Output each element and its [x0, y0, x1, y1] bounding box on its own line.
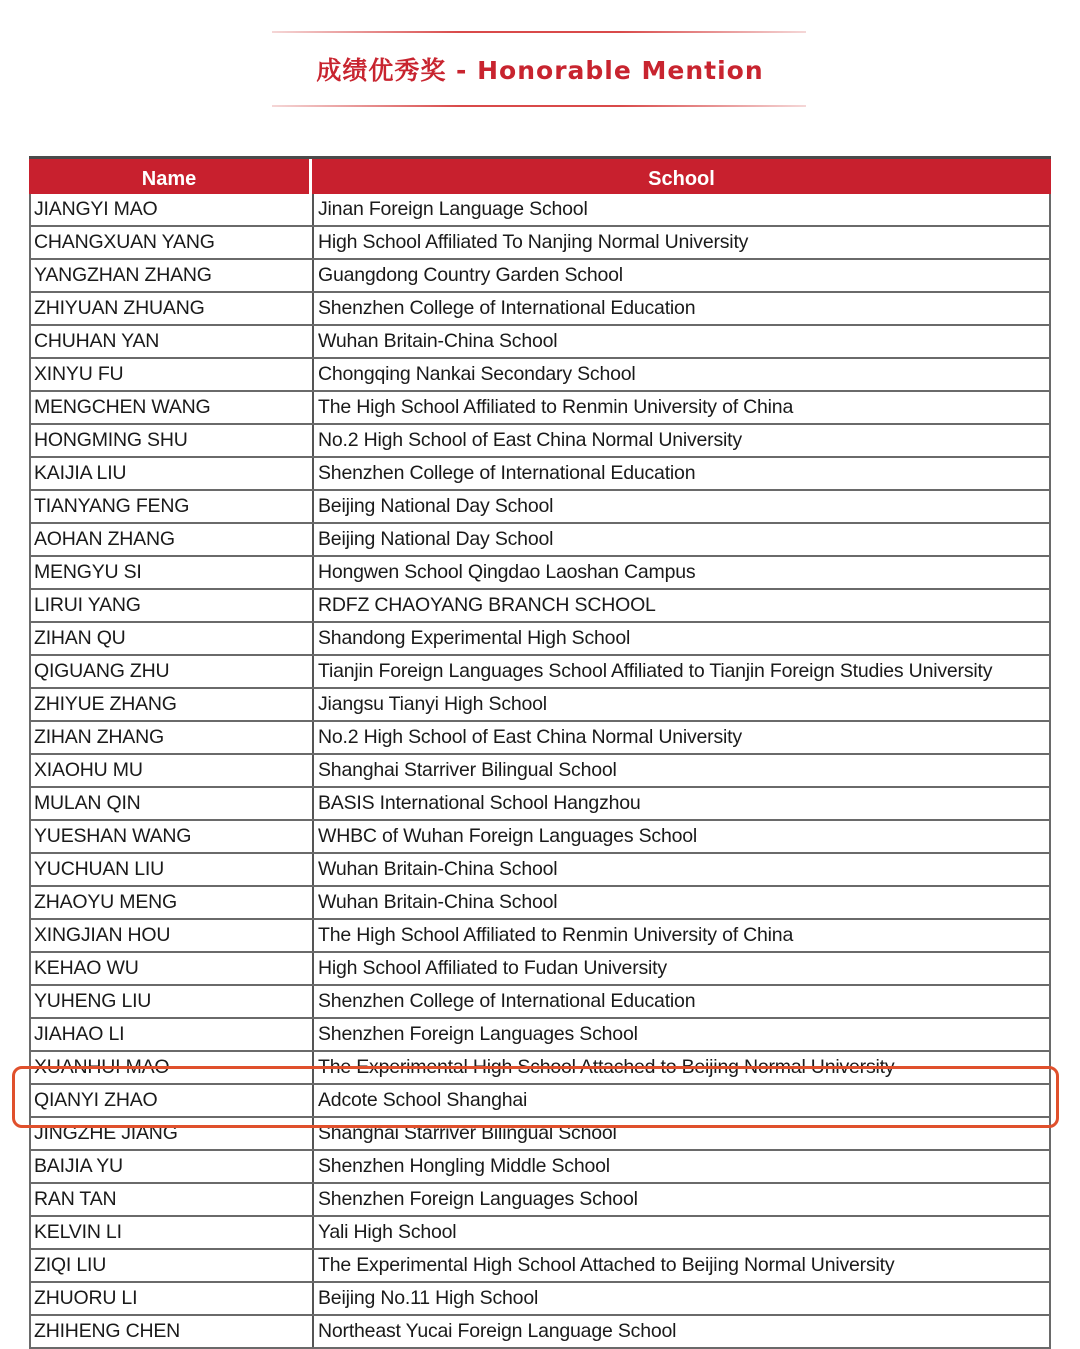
school-name-cell: Shenzhen College of International Education — [318, 990, 696, 1012]
table-header-row — [29, 156, 1051, 194]
table-row — [29, 1217, 1051, 1250]
school-name-cell: WHBC of Wuhan Foreign Languages School — [318, 825, 698, 847]
table-row — [29, 722, 1051, 755]
student-name-cell: ZIQI LIU — [31, 1250, 314, 1281]
table-row — [29, 1019, 1051, 1052]
honorable-mention-table — [29, 156, 1051, 1349]
table-row — [29, 953, 1051, 986]
table-row — [29, 986, 1051, 1019]
school-name-cell: BASIS International School Hangzhou — [318, 792, 641, 814]
school-name-cell: Yali High School — [318, 1221, 457, 1243]
table-row — [29, 425, 1051, 458]
school-name-cell: The High School Affiliated to Renmin University of China — [318, 396, 794, 418]
student-name-cell: ZIHAN QU — [31, 623, 314, 654]
student-name-cell: YUESHAN WANG — [31, 821, 314, 852]
student-name-cell: ZHIYUE ZHANG — [31, 689, 314, 720]
table-row — [29, 1184, 1051, 1217]
school-name-cell: Chongqing Nankai Secondary School — [318, 363, 636, 385]
column-header-school: School — [648, 168, 715, 190]
table-row — [29, 656, 1051, 689]
table-row — [29, 689, 1051, 722]
student-name-cell: JINGZHE JIANG — [31, 1118, 314, 1149]
school-name-cell: Beijing No.11 High School — [318, 1287, 539, 1309]
school-name-cell: Guangdong Country Garden School — [318, 264, 623, 286]
table-row — [29, 557, 1051, 590]
student-name-cell: YUCHUAN LIU — [31, 854, 314, 885]
school-name-cell: Shanghai Starriver Bilingual School — [318, 1122, 617, 1144]
student-name-cell: ZHIYUAN ZHUANG — [31, 293, 314, 324]
student-name-cell: CHUHAN YAN — [31, 326, 314, 357]
table-row — [29, 755, 1051, 788]
student-name-cell: YUHENG LIU — [31, 986, 314, 1017]
student-name-cell: XINYU FU — [31, 359, 314, 390]
school-name-cell: No.2 High School of East China Normal University — [318, 429, 742, 451]
table-row — [29, 491, 1051, 524]
student-name-cell: XINGJIAN HOU — [31, 920, 314, 951]
school-name-cell: Adcote School Shanghai — [318, 1089, 528, 1111]
school-name-cell: No.2 High School of East China Normal University — [318, 726, 742, 748]
table-row — [29, 788, 1051, 821]
student-name-cell: KELVIN LI — [31, 1217, 314, 1248]
school-name-cell: The Experimental High School Attached to Beijing Normal University — [318, 1254, 895, 1276]
school-name-cell: Shenzhen College of International Education — [318, 462, 696, 484]
heading-divider-top — [272, 31, 806, 33]
student-name-cell: BAIJIA YU — [31, 1151, 314, 1182]
table-row — [29, 458, 1051, 491]
student-name-cell: AOHAN ZHANG — [31, 524, 314, 555]
student-name-cell: MULAN QIN — [31, 788, 314, 819]
school-name-cell: Shandong Experimental High School — [318, 627, 631, 649]
student-name-cell: ZHAOYU MENG — [31, 887, 314, 918]
student-name-cell: YANGZHAN ZHANG — [31, 260, 314, 291]
student-name-cell: MENGYU SI — [31, 557, 314, 588]
table-row — [29, 293, 1051, 326]
table-row — [29, 821, 1051, 854]
table-row — [29, 326, 1051, 359]
student-name-cell: ZHIHENG CHEN — [31, 1316, 314, 1347]
school-name-cell: Shanghai Starriver Bilingual School — [318, 759, 617, 781]
student-name-cell: ZIHAN ZHANG — [31, 722, 314, 753]
table-row — [29, 854, 1051, 887]
column-header-name: Name — [29, 159, 312, 194]
school-name-cell: Tianjin Foreign Languages School Affiliated to Tianjin Foreign Studies University — [318, 660, 993, 682]
school-name-cell: Jiangsu Tianyi High School — [318, 693, 547, 715]
school-name-cell: Shenzhen Foreign Languages School — [318, 1023, 638, 1045]
school-name-cell: Beijing National Day School — [318, 495, 554, 517]
school-name-cell: High School Affiliated To Nanjing Normal University — [318, 231, 749, 253]
school-name-cell: Northeast Yucai Foreign Language School — [318, 1320, 677, 1342]
school-name-cell: Beijing National Day School — [318, 528, 554, 550]
student-name-cell: TIANYANG FENG — [31, 491, 314, 522]
table-row — [29, 392, 1051, 425]
table-row — [29, 590, 1051, 623]
school-name-cell: High School Affiliated to Fudan University — [318, 957, 667, 979]
table-row — [29, 1118, 1051, 1151]
student-name-cell: HONGMING SHU — [31, 425, 314, 456]
table-row — [29, 1283, 1051, 1316]
student-name-cell: QIANYI ZHAO — [31, 1085, 314, 1116]
school-name-cell: Wuhan Britain-China School — [318, 330, 558, 352]
school-name-cell: RDFZ CHAOYANG BRANCH SCHOOL — [318, 594, 656, 616]
student-name-cell: JIANGYI MAO — [31, 194, 314, 225]
table-row — [29, 1250, 1051, 1283]
student-name-cell: ZHUORU LI — [31, 1283, 314, 1314]
school-name-cell: The Experimental High School Attached to Beijing Normal University — [318, 1056, 895, 1078]
school-name-cell: Wuhan Britain-China School — [318, 891, 558, 913]
school-name-cell: Jinan Foreign Language School — [318, 198, 588, 220]
table-row — [29, 1151, 1051, 1184]
page-title: 成绩优秀奖 - Honorable Mention — [316, 56, 764, 85]
school-name-cell: Hongwen School Qingdao Laoshan Campus — [318, 561, 696, 583]
student-name-cell: CHANGXUAN YANG — [31, 227, 314, 258]
student-name-cell: XIAOHU MU — [31, 755, 314, 786]
table-row — [29, 1052, 1051, 1085]
table-row — [29, 524, 1051, 557]
school-name-cell: Wuhan Britain-China School — [318, 858, 558, 880]
school-name-cell: The High School Affiliated to Renmin University of China — [318, 924, 794, 946]
table-row — [29, 887, 1051, 920]
school-name-cell: Shenzhen Foreign Languages School — [318, 1188, 638, 1210]
school-name-cell: Shenzhen College of International Education — [318, 297, 696, 319]
table-row — [29, 920, 1051, 953]
heading-divider-bottom — [272, 105, 806, 107]
school-name-cell: Shenzhen Hongling Middle School — [318, 1155, 610, 1177]
student-name-cell: KAIJIA LIU — [31, 458, 314, 489]
student-name-cell: RAN TAN — [31, 1184, 314, 1215]
table-row — [29, 194, 1051, 227]
student-name-cell: XUANHUI MAO — [31, 1052, 314, 1083]
student-name-cell: MENGCHEN WANG — [31, 392, 314, 423]
table-row — [29, 1085, 1051, 1118]
student-name-cell: QIGUANG ZHU — [31, 656, 314, 687]
table-row — [29, 227, 1051, 260]
student-name-cell: JIAHAO LI — [31, 1019, 314, 1050]
student-name-cell: KEHAO WU — [31, 953, 314, 984]
table-row — [29, 359, 1051, 392]
student-name-cell: LIRUI YANG — [31, 590, 314, 621]
table-row — [29, 1316, 1051, 1349]
table-row — [29, 260, 1051, 293]
table-row — [29, 623, 1051, 656]
table-body — [29, 194, 1051, 1349]
